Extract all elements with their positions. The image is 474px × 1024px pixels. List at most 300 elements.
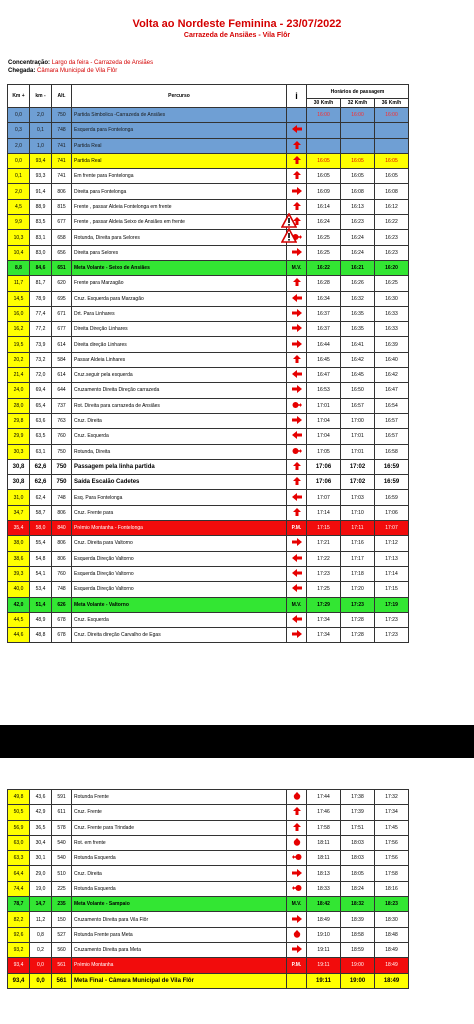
time-cell-36: 16:12 (375, 199, 409, 214)
percurso-cell: Cruzamento Direita Direção carrazeda (72, 383, 287, 398)
percurso-cell: Saída Escalão Cadetes (72, 475, 287, 490)
time-cell-32: 16:24 (341, 230, 375, 245)
km-minus-cell: 62,4 (30, 490, 52, 505)
table-row (8, 291, 409, 306)
time-cell-36: 17:23 (375, 628, 409, 643)
chegada-line (8, 67, 153, 75)
col-percurso: Percurso (72, 85, 287, 108)
time-cell-30: 16:53 (307, 383, 341, 398)
altitude-cell: 840 (52, 521, 72, 536)
time-cell-32: 16:13 (341, 199, 375, 214)
time-cell-36: 16:59 (375, 459, 409, 474)
km-minus-cell: 84,6 (30, 260, 52, 275)
km-minus-cell: 58,7 (30, 505, 52, 520)
percurso-cell: Meta Final - Câmara Municipal de Vila Flôr (72, 973, 287, 988)
time-cell-30: 17:21 (307, 536, 341, 551)
km-plus-cell: 2,0 (8, 138, 30, 153)
km-minus-cell: 73,2 (30, 352, 52, 367)
time-cell-36: 16:57 (375, 413, 409, 428)
roundabout-up-icon (287, 835, 307, 850)
time-cell-30: 16:34 (307, 291, 341, 306)
table-row (8, 306, 409, 321)
warning-icon (281, 228, 297, 248)
km-minus-cell: 63,5 (30, 429, 52, 444)
km-minus-cell: 43,6 (30, 790, 52, 805)
percurso-cell: Passar Aldeia Linhares (72, 352, 287, 367)
time-cell-36: 17:34 (375, 805, 409, 820)
roundabout-left-icon (287, 881, 307, 896)
time-cell-30: 18:33 (307, 881, 341, 896)
percurso-cell: Meta Volante - Valtorno (72, 597, 287, 612)
stage-marker-cell: M.V. (287, 260, 307, 275)
arrow-up-icon (287, 475, 307, 490)
table-row (8, 881, 409, 896)
table-row (8, 153, 409, 168)
arrow-right-icon (287, 942, 307, 957)
table-row (8, 260, 409, 275)
time-cell-36: 16:40 (375, 352, 409, 367)
percurso-cell: Direita direção Linhares (72, 337, 287, 352)
km-plus-cell: 0,1 (8, 169, 30, 184)
time-cell-30: 16:47 (307, 368, 341, 383)
altitude-cell: 584 (52, 352, 72, 367)
km-plus-cell: 20,2 (8, 352, 30, 367)
percurso-cell: Partida Real (72, 138, 287, 153)
time-cell-36: 17:12 (375, 536, 409, 551)
km-plus-cell: 38,6 (8, 551, 30, 566)
roundabout-left-icon (287, 851, 307, 866)
arrow-left-icon (287, 582, 307, 597)
km-plus-cell: 34,7 (8, 505, 30, 520)
altitude-cell: 678 (52, 612, 72, 627)
altitude-cell: 678 (52, 628, 72, 643)
percurso-cell: Direita para Selores (72, 245, 287, 260)
concentracao-label: Concentração: (8, 60, 51, 66)
table-row (8, 866, 409, 881)
time-cell-30: 17:29 (307, 597, 341, 612)
percurso-cell: Esquerda para Fontelonga (72, 123, 287, 138)
table-row (8, 505, 409, 520)
time-cell-30: 16:24 (307, 215, 341, 230)
km-plus-cell: 63,3 (8, 851, 30, 866)
table-row (8, 835, 409, 850)
km-plus-cell: 16,0 (8, 306, 30, 321)
time-cell-32: 16:08 (341, 184, 375, 199)
km-minus-cell: 73,9 (30, 337, 52, 352)
altitude-cell: 806 (52, 505, 72, 520)
time-cell-32: 16:26 (341, 276, 375, 291)
altitude-cell: 741 (52, 169, 72, 184)
km-plus-cell: 82,2 (8, 912, 30, 927)
km-plus-cell: 30,8 (8, 459, 30, 474)
percurso-cell: Cruz. Frente para Trindade (72, 820, 287, 835)
time-cell-36: 18:23 (375, 897, 409, 912)
km-minus-cell: 30,1 (30, 851, 52, 866)
time-cell-32: 18:58 (341, 927, 375, 942)
time-cell-36: 16:59 (375, 475, 409, 490)
altitude-cell: 561 (52, 958, 72, 973)
time-cell-30: 16:28 (307, 276, 341, 291)
altitude-cell: 750 (52, 459, 72, 474)
arrow-up-icon (287, 276, 307, 291)
table-row (8, 912, 409, 927)
time-cell-30: 17:46 (307, 805, 341, 820)
table-row (8, 199, 409, 214)
table-row (8, 536, 409, 551)
time-cell-30: 17:04 (307, 413, 341, 428)
km-plus-cell: 14,5 (8, 291, 30, 306)
altitude-cell: 806 (52, 184, 72, 199)
arrow-right-icon (287, 322, 307, 337)
time-cell-36: 16:57 (375, 429, 409, 444)
km-plus-cell: 40,0 (8, 582, 30, 597)
percurso-cell: Rotunda, Direita para Selores (72, 230, 287, 245)
time-cell-30: 17:01 (307, 398, 341, 413)
percurso-cell: Meta Volante - Seixo de Ansiães (72, 260, 287, 275)
time-cell-32: 17:01 (341, 429, 375, 444)
km-minus-cell: 0,8 (30, 927, 52, 942)
km-plus-cell: 2,0 (8, 184, 30, 199)
arrow-left-icon (287, 368, 307, 383)
table-row (8, 184, 409, 199)
page-gap (0, 725, 474, 758)
col-info: i (287, 85, 307, 108)
time-cell-30: 16:22 (307, 260, 341, 275)
km-plus-cell: 9,9 (8, 215, 30, 230)
km-minus-cell: 14,7 (30, 897, 52, 912)
altitude-cell: 677 (52, 215, 72, 230)
altitude-cell: 626 (52, 597, 72, 612)
time-cell-30: 16:37 (307, 306, 341, 321)
arrow-right-icon (287, 337, 307, 352)
time-cell-36: 17:14 (375, 566, 409, 581)
km-plus-cell: 4,5 (8, 199, 30, 214)
table-row (8, 108, 409, 123)
arrow-up-icon (287, 505, 307, 520)
km-plus-cell: 35,4 (8, 521, 30, 536)
time-cell-32: 16:35 (341, 322, 375, 337)
time-cell-36: 17:07 (375, 521, 409, 536)
km-minus-cell: 54,1 (30, 566, 52, 581)
table-row (8, 927, 409, 942)
km-plus-cell: 93,2 (8, 942, 30, 957)
percurso-cell: Cruz. Direita direção Carvalho de Egas (72, 628, 287, 643)
time-cell-30: 18:13 (307, 866, 341, 881)
percurso-cell: Partida Simbolica -Carrazeda de Ansiães (72, 108, 287, 123)
percurso-cell: Rotunda Frente para Meta (72, 927, 287, 942)
arrow-up-icon (287, 459, 307, 474)
km-minus-cell: 11,2 (30, 912, 52, 927)
time-cell-36: 17:56 (375, 851, 409, 866)
time-cell-32: 16:24 (341, 245, 375, 260)
time-cell-36: 17:13 (375, 551, 409, 566)
arrow-left-icon (287, 551, 307, 566)
km-plus-cell: 30,3 (8, 444, 30, 459)
time-cell-32: 17:00 (341, 413, 375, 428)
km-minus-cell: 55,4 (30, 536, 52, 551)
arrow-right-icon (287, 912, 307, 927)
km-plus-cell: 0,0 (8, 153, 30, 168)
time-cell-30: 17:34 (307, 612, 341, 627)
arrow-left-icon (287, 490, 307, 505)
table-row (8, 628, 409, 643)
km-minus-cell: 83,1 (30, 230, 52, 245)
table-row (8, 582, 409, 597)
roundabout-up-icon (287, 790, 307, 805)
time-cell-32: 19:00 (341, 973, 375, 988)
time-cell-36: 17:45 (375, 820, 409, 835)
time-cell-32 (341, 138, 375, 153)
table-row (8, 352, 409, 367)
time-cell-32: 18:05 (341, 866, 375, 881)
time-cell-30: 16:05 (307, 153, 341, 168)
altitude-cell: 671 (52, 306, 72, 321)
time-cell-32: 17:39 (341, 805, 375, 820)
altitude-cell: 150 (52, 912, 72, 927)
time-cell-32: 17:23 (341, 597, 375, 612)
time-cell-30: 17:23 (307, 566, 341, 581)
time-cell-36: 18:49 (375, 958, 409, 973)
time-cell-32: 17:16 (341, 536, 375, 551)
km-plus-cell: 11,7 (8, 276, 30, 291)
time-cell-30: 18:11 (307, 835, 341, 850)
table-row (8, 521, 409, 536)
table-row (8, 230, 409, 245)
col-alt: Alt. (52, 85, 72, 108)
time-cell-30: 18:42 (307, 897, 341, 912)
km-minus-cell: 91,4 (30, 184, 52, 199)
time-cell-32 (341, 123, 375, 138)
time-cell-30: 19:10 (307, 927, 341, 942)
km-minus-cell: 62,6 (30, 459, 52, 474)
time-cell-32: 16:50 (341, 383, 375, 398)
km-plus-cell: 16,2 (8, 322, 30, 337)
stage-marker-cell: P.M. (287, 521, 307, 536)
table-row (8, 459, 409, 474)
time-cell-30: 17:14 (307, 505, 341, 520)
percurso-cell: Em frente para Fontelonga (72, 169, 287, 184)
altitude-cell: 540 (52, 835, 72, 850)
percurso-cell: Esquerda Direção Valtorno (72, 566, 287, 581)
km-minus-cell: 30,4 (30, 835, 52, 850)
altitude-cell: 225 (52, 881, 72, 896)
km-minus-cell: 53,4 (30, 582, 52, 597)
percurso-cell: Cruz. Esquerda para Marzagão (72, 291, 287, 306)
chegada-label: Chegada: (8, 68, 36, 74)
chegada-value: Câmara Municipal de Vila Flôr (37, 68, 118, 74)
km-plus-cell: 8,8 (8, 260, 30, 275)
time-cell-32: 17:28 (341, 612, 375, 627)
table-row (8, 383, 409, 398)
table-row (8, 413, 409, 428)
altitude-cell: 750 (52, 475, 72, 490)
time-cell-32: 17:02 (341, 475, 375, 490)
km-plus-cell: 29,8 (8, 413, 30, 428)
km-plus-cell: 74,4 (8, 881, 30, 896)
time-cell-32: 16:23 (341, 215, 375, 230)
time-cell-36: 16:59 (375, 490, 409, 505)
percurso-cell: Frente , passar Aldeia Seixo de Ansiães em frente (72, 215, 287, 230)
km-minus-cell: 29,0 (30, 866, 52, 881)
km-minus-cell: 78,9 (30, 291, 52, 306)
altitude-cell: 741 (52, 138, 72, 153)
arrow-up-icon (287, 138, 307, 153)
altitude-cell: 815 (52, 199, 72, 214)
km-plus-cell: 31,0 (8, 490, 30, 505)
time-cell-36: 18:30 (375, 912, 409, 927)
km-plus-cell: 10,4 (8, 245, 30, 260)
km-minus-cell: 63,1 (30, 444, 52, 459)
arrow-right-icon (287, 383, 307, 398)
altitude-cell: 614 (52, 337, 72, 352)
time-cell-36: 18:49 (375, 973, 409, 988)
time-cell-36: 17:06 (375, 505, 409, 520)
table-row (8, 322, 409, 337)
percurso-cell: Rotunda Esquerda (72, 881, 287, 896)
concentracao-value: Largo da feira - Carrazeda de Ansiães (51, 60, 154, 66)
percurso-cell: Passagem pela linha partida (72, 459, 287, 474)
arrow-up-icon (287, 352, 307, 367)
arrow-up-icon (287, 169, 307, 184)
km-minus-cell: 81,7 (30, 276, 52, 291)
table-row (8, 123, 409, 138)
km-plus-cell: 0,3 (8, 123, 30, 138)
time-cell-32: 17:17 (341, 551, 375, 566)
percurso-cell: Frente para Marzagão (72, 276, 287, 291)
altitude-cell: 806 (52, 551, 72, 566)
altitude-cell: 560 (52, 942, 72, 957)
time-cell-32: 16:45 (341, 368, 375, 383)
time-cell-32: 17:02 (341, 459, 375, 474)
km-plus-cell: 93,4 (8, 958, 30, 973)
stage-marker-cell: P.M. (287, 958, 307, 973)
km-minus-cell: 48,9 (30, 612, 52, 627)
percurso-cell: Rotunda Esquerda (72, 851, 287, 866)
arrow-up-icon (287, 820, 307, 835)
info-cell (287, 108, 307, 123)
altitude-cell: 760 (52, 429, 72, 444)
time-cell-36: 16:54 (375, 398, 409, 413)
route-table-1 (7, 84, 409, 643)
km-plus-cell: 64,4 (8, 866, 30, 881)
time-cell-36: 17:32 (375, 790, 409, 805)
time-cell-32: 17:18 (341, 566, 375, 581)
percurso-cell: Frente , passar Aldeia Fontelonga em frente (72, 199, 287, 214)
time-cell-36: 16:47 (375, 383, 409, 398)
time-cell-36: 17:56 (375, 835, 409, 850)
arrow-left-icon (287, 123, 307, 138)
concentracao-line (8, 59, 153, 67)
km-minus-cell: 51,4 (30, 597, 52, 612)
table-row (8, 942, 409, 957)
time-cell-36: 16:05 (375, 169, 409, 184)
time-cell-32: 16:57 (341, 398, 375, 413)
arrow-left-icon (287, 429, 307, 444)
table-row (8, 444, 409, 459)
altitude-cell: 644 (52, 383, 72, 398)
km-minus-cell: 72,0 (30, 368, 52, 383)
km-minus-cell: 0,0 (30, 973, 52, 988)
table-row (8, 490, 409, 505)
arrow-left-icon (287, 566, 307, 581)
time-cell-32: 18:03 (341, 835, 375, 850)
altitude-cell: 620 (52, 276, 72, 291)
percurso-cell: Cruz. Esquerda (72, 612, 287, 627)
altitude-cell: 611 (52, 805, 72, 820)
time-cell-30: 17:58 (307, 820, 341, 835)
info-cell (287, 973, 307, 988)
time-cell-32: 17:28 (341, 628, 375, 643)
arrow-right-icon (287, 536, 307, 551)
table-row (8, 368, 409, 383)
km-minus-cell: 36,5 (30, 820, 52, 835)
km-plus-cell: 93,4 (8, 973, 30, 988)
km-plus-cell: 50,5 (8, 805, 30, 820)
km-minus-cell: 48,8 (30, 628, 52, 643)
percurso-cell: Cruzamento Direita para Meta (72, 942, 287, 957)
time-cell-32: 17:03 (341, 490, 375, 505)
km-minus-cell: 65,4 (30, 398, 52, 413)
time-cell-36 (375, 138, 409, 153)
percurso-cell: Esq. Para Fontelonga (72, 490, 287, 505)
percurso-cell: Cruz. Frente (72, 805, 287, 820)
percurso-cell: Prémio Montanha - Fontelonga (72, 521, 287, 536)
time-cell-32: 17:20 (341, 582, 375, 597)
time-cell-32: 16:00 (341, 108, 375, 123)
km-minus-cell: 2,0 (30, 108, 52, 123)
time-cell-36: 16:30 (375, 291, 409, 306)
time-cell-36: 17:58 (375, 866, 409, 881)
time-cell-36: 17:23 (375, 612, 409, 627)
altitude-cell: 614 (52, 368, 72, 383)
time-cell-36: 16:23 (375, 245, 409, 260)
time-cell-30: 17:25 (307, 582, 341, 597)
document-title: Volta ao Nordeste Feminina - 23/07/2022 (132, 18, 342, 30)
time-cell-30: 18:11 (307, 851, 341, 866)
time-cell-30: 18:49 (307, 912, 341, 927)
km-plus-cell: 21,4 (8, 368, 30, 383)
km-plus-cell: 56,9 (8, 820, 30, 835)
km-plus-cell: 19,5 (8, 337, 30, 352)
km-plus-cell: 63,0 (8, 835, 30, 850)
km-minus-cell: 88,9 (30, 199, 52, 214)
time-cell-36: 16:20 (375, 260, 409, 275)
table-row (8, 597, 409, 612)
altitude-cell: 748 (52, 123, 72, 138)
time-cell-36: 16:22 (375, 215, 409, 230)
km-minus-cell: 77,2 (30, 322, 52, 337)
km-minus-cell: 93,3 (30, 169, 52, 184)
percurso-cell: Cruz. Direita (72, 866, 287, 881)
time-cell-36: 16:33 (375, 322, 409, 337)
km-plus-cell: 92,6 (8, 927, 30, 942)
km-minus-cell: 0,1 (30, 123, 52, 138)
percurso-cell: Direita Direção Linhares (72, 322, 287, 337)
arrow-right-icon (287, 628, 307, 643)
km-plus-cell: 0,0 (8, 108, 30, 123)
time-cell-36: 18:16 (375, 881, 409, 896)
time-cell-32: 17:01 (341, 444, 375, 459)
time-cell-32: 17:11 (341, 521, 375, 536)
time-cell-30: 17:05 (307, 444, 341, 459)
table-row (8, 337, 409, 352)
time-cell-30 (307, 123, 341, 138)
altitude-cell: 806 (52, 536, 72, 551)
time-cell-30: 17:04 (307, 429, 341, 444)
stage-marker-cell: M.V. (287, 897, 307, 912)
time-cell-30: 17:22 (307, 551, 341, 566)
percurso-cell: Drt. Para Linhares (72, 306, 287, 321)
